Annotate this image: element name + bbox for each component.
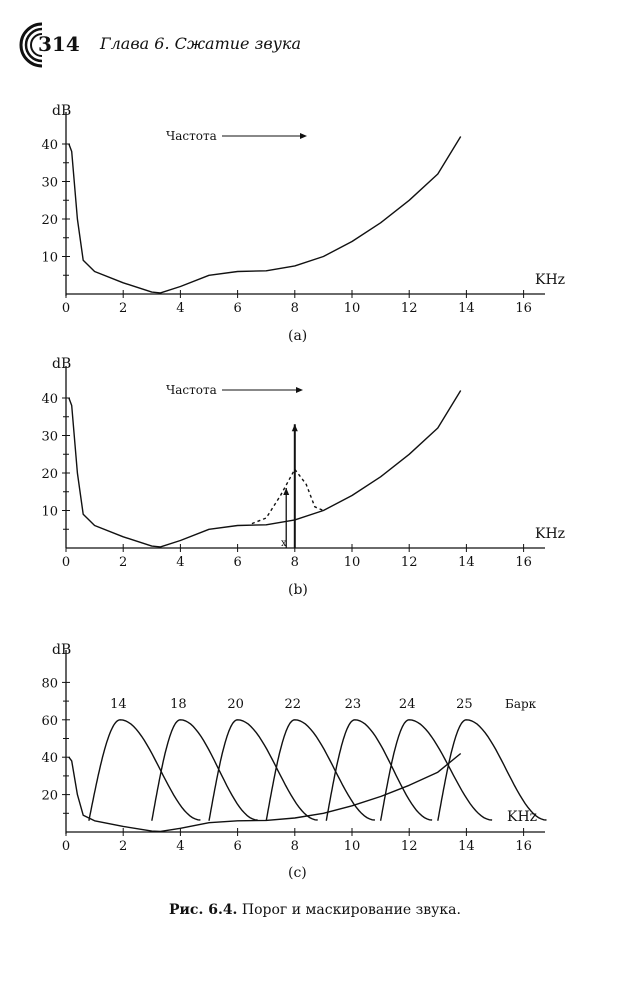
frequency-arrow-head-icon <box>300 133 307 139</box>
bark-band-curve <box>438 720 547 821</box>
x-axis-label: KHz <box>535 526 566 542</box>
chapter-title: Глава 6. Сжатие звука <box>100 34 302 53</box>
x-tick-label: 10 <box>343 555 361 570</box>
y-tick-label: 10 <box>41 250 58 266</box>
y-axis-label: dB <box>52 642 72 658</box>
page-header <box>14 20 614 70</box>
bark-band-curve <box>266 720 375 821</box>
threshold-curve <box>69 391 461 547</box>
panel-label: (b) <box>288 582 308 598</box>
bark-band-curve <box>209 720 318 821</box>
x-tick-label: 0 <box>61 301 71 316</box>
y-tick-label: 20 <box>41 213 58 228</box>
x-tick-label: 14 <box>458 301 475 316</box>
y-tick-label: 20 <box>41 788 58 804</box>
x-tick-label: 6 <box>233 555 242 570</box>
y-axis-label: dB <box>52 103 72 119</box>
x-tick-label: 6 <box>233 301 242 316</box>
threshold-curve <box>69 754 461 832</box>
y-tick-label: 80 <box>41 676 58 692</box>
tone-arrow-head-icon <box>292 424 298 431</box>
bark-band-curve <box>152 720 258 821</box>
x-tick-label: 16 <box>515 839 532 854</box>
y-tick-label: 40 <box>41 392 58 407</box>
x-tick-label: 10 <box>343 839 361 854</box>
x-tick-label: 8 <box>290 555 299 570</box>
figure-caption <box>0 902 630 918</box>
y-tick-label: 30 <box>41 429 58 445</box>
threshold-curve <box>69 137 461 293</box>
x-tick-label: 2 <box>119 839 128 854</box>
bark-band-label: 14 <box>110 696 127 712</box>
bark-band-curve <box>326 720 432 821</box>
x-tick-label: 6 <box>233 839 242 854</box>
y-tick-label: 40 <box>41 138 58 153</box>
chart-panel-b <box>0 348 630 608</box>
y-tick-label: 10 <box>41 504 58 520</box>
tone-marker-label: x <box>281 538 287 549</box>
figure-caption-label: Рис. 6.4. <box>169 902 238 918</box>
chart-panel-c <box>0 630 630 900</box>
page-number: 314 <box>38 32 80 56</box>
frequency-arrow-label: Частота <box>166 383 217 397</box>
panel-label: (c) <box>288 865 307 881</box>
bark-band-label: 18 <box>170 696 187 712</box>
x-tick-label: 2 <box>119 555 128 570</box>
x-tick-label: 16 <box>515 555 532 570</box>
x-tick-label: 14 <box>458 839 475 854</box>
y-tick-label: 40 <box>41 751 58 767</box>
x-axis-label: KHz <box>507 809 538 825</box>
x-tick-label: 2 <box>119 301 128 316</box>
x-tick-label: 4 <box>176 555 185 570</box>
bark-band-curve <box>89 720 200 821</box>
x-tick-label: 12 <box>400 839 418 854</box>
x-axis-label: KHz <box>535 272 566 288</box>
bark-band-label: 24 <box>398 696 416 712</box>
bark-band-label: 22 <box>284 696 302 712</box>
y-tick-label: 30 <box>41 175 58 191</box>
band-unit-label: Барк <box>505 697 537 711</box>
chart-panel-a <box>0 90 630 350</box>
x-tick-label: 12 <box>400 301 418 316</box>
figure-caption-text: Порог и маскирование звука. <box>241 902 461 918</box>
y-tick-label: 20 <box>41 467 58 482</box>
x-tick-label: 0 <box>61 555 71 570</box>
x-tick-label: 4 <box>176 839 185 854</box>
bark-band-label: 25 <box>456 696 473 712</box>
x-tick-label: 14 <box>458 555 475 570</box>
x-tick-label: 0 <box>61 839 71 854</box>
panel-label: (a) <box>288 328 308 344</box>
bark-band-label: 20 <box>227 696 244 712</box>
bark-band-label: 23 <box>344 696 362 712</box>
x-tick-label: 8 <box>290 301 299 316</box>
y-tick-label: 60 <box>41 713 58 729</box>
x-tick-label: 4 <box>176 301 185 316</box>
x-tick-label: 10 <box>343 301 361 316</box>
x-tick-label: 8 <box>290 839 299 854</box>
frequency-arrow-label: Частота <box>166 129 217 143</box>
masking-curve <box>252 469 324 523</box>
frequency-arrow-head-icon <box>296 387 303 393</box>
y-axis-label: dB <box>52 356 72 372</box>
bark-band-curve <box>381 720 493 821</box>
x-tick-label: 12 <box>400 555 418 570</box>
x-tick-label: 16 <box>515 301 532 316</box>
